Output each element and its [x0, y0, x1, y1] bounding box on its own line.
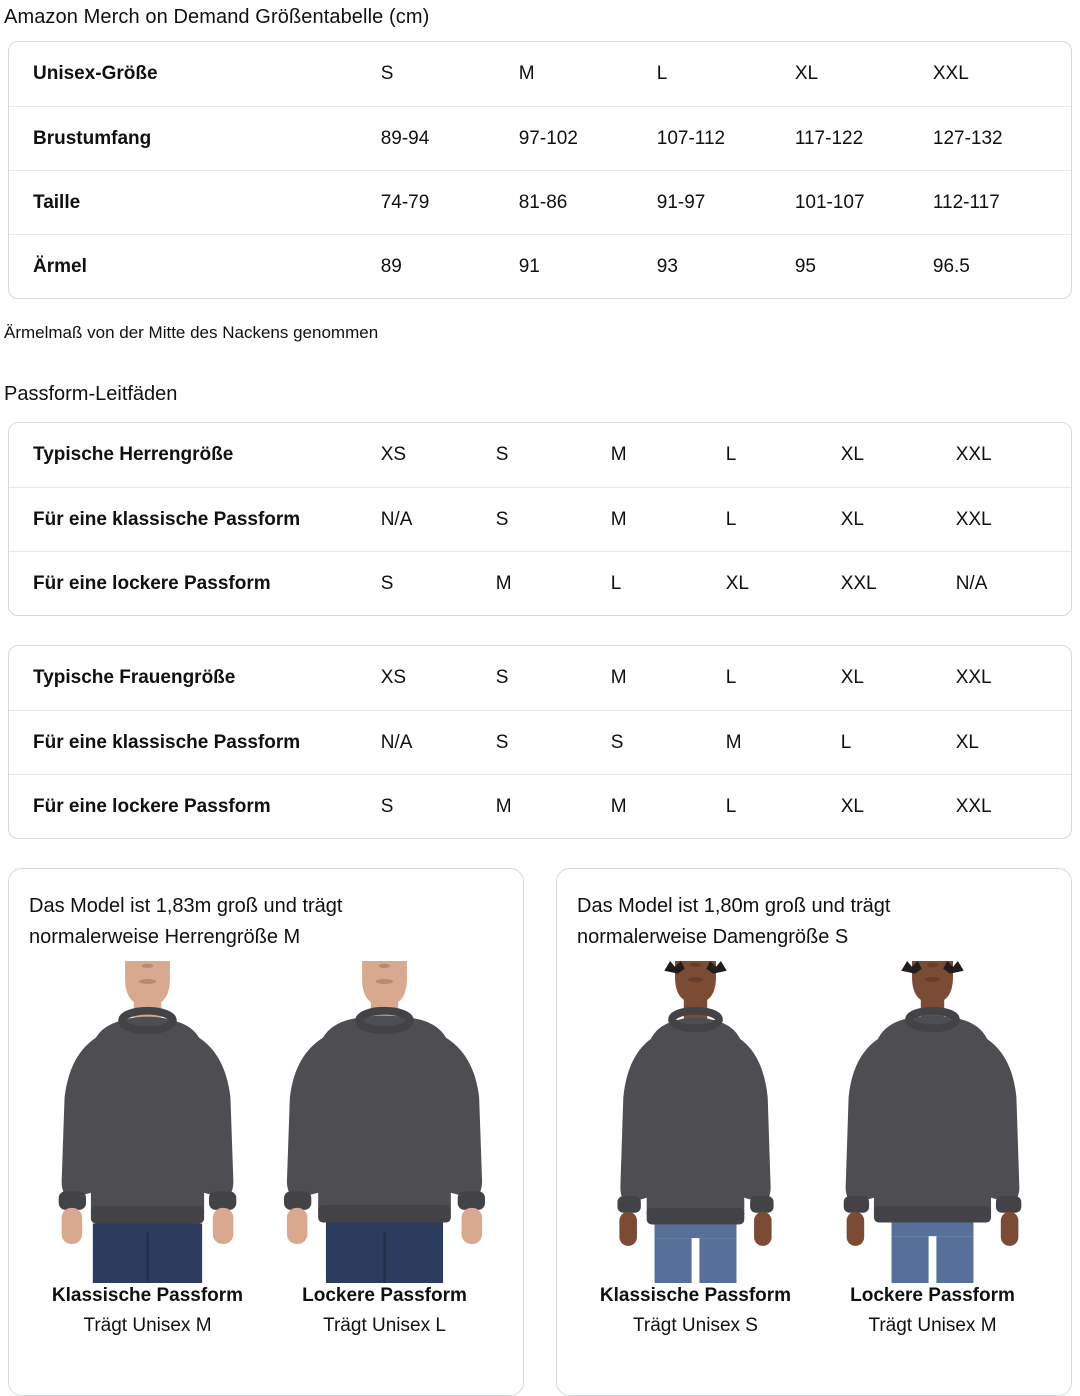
female-model-loose-fit-photo [814, 961, 1051, 1283]
size-col-header: L [656, 63, 668, 84]
row-label: Ärmel [33, 255, 87, 277]
table-row [9, 423, 1071, 487]
size-label: Trägt Unisex S [633, 1315, 758, 1336]
row-label: Für eine lockere Passform [33, 572, 271, 594]
table-cell: S [495, 444, 509, 465]
table-cell: XL [840, 667, 864, 688]
table-row [9, 487, 1071, 551]
table-cell: XL [840, 795, 864, 817]
table-cell: XL [725, 572, 749, 594]
figure-classic-fit [29, 961, 266, 1337]
table-cell: M [610, 444, 627, 465]
table-header-row [9, 42, 1071, 106]
table-cell: 96.5 [932, 255, 970, 277]
table-cell: XXL [840, 572, 877, 594]
model-description: Das Model ist 1,80m groß und trägt normalerweise Damengröße S [577, 895, 891, 948]
table-cell: 117-122 [794, 127, 864, 149]
table-cell: N/A [380, 731, 413, 753]
table-cell: 89 [380, 255, 402, 277]
mens-fit-table [8, 422, 1072, 616]
table-cell: S [380, 572, 394, 594]
fit-label: Klassische Passform [51, 1285, 244, 1306]
male-model-card [8, 868, 524, 1396]
row-label: Für eine lockere Passform [33, 795, 271, 817]
table-cell: XXL [955, 795, 992, 817]
fit-guides-heading: Passform-Leitfäden [4, 383, 178, 405]
table-row [9, 551, 1071, 615]
female-model-card [556, 868, 1072, 1396]
page-title: Amazon Merch on Demand Größentabelle (cm) [4, 6, 430, 28]
female-model-classic-fit-photo [577, 961, 814, 1283]
table-cell: S [495, 731, 509, 753]
table-cell: XXL [955, 508, 992, 530]
table-cell: 91-97 [656, 191, 706, 213]
figure-loose-fit [814, 961, 1051, 1337]
table-cell: XL [840, 508, 864, 530]
table-cell: 97-102 [518, 127, 578, 149]
table-cell: S [610, 731, 624, 753]
table-cell: XS [380, 667, 407, 688]
table-cell: 91 [518, 255, 540, 277]
table-cell: 74-79 [380, 191, 430, 213]
size-label: Trägt Unisex M [868, 1315, 997, 1336]
table-cell: XL [955, 731, 979, 753]
table-cell: L [725, 795, 737, 817]
table-cell: 107-112 [656, 127, 726, 149]
row-label: Taille [33, 191, 81, 213]
table-cell: M [725, 731, 742, 753]
table-cell: N/A [380, 508, 413, 530]
table-cell: 89-94 [380, 127, 430, 149]
model-photos [577, 961, 1051, 1337]
table-cell: 81-86 [518, 191, 568, 213]
male-model-loose-fit-photo [266, 961, 503, 1283]
table-cell: 127-132 [932, 127, 1003, 149]
model-description: Das Model ist 1,83m groß und trägt normalerweise Herrengröße M [29, 895, 343, 948]
row-label: Typische Herrengröße [33, 444, 234, 465]
table-cell: M [495, 795, 512, 817]
table-row [9, 774, 1071, 838]
table-row [9, 646, 1071, 710]
table-cell: 95 [794, 255, 816, 277]
fit-label: Lockere Passform [302, 1285, 467, 1306]
table-cell: L [725, 508, 737, 530]
model-cards [8, 868, 1072, 1396]
size-col-header: XXL [932, 63, 969, 84]
table-cell: M [610, 667, 627, 688]
size-label: Trägt Unisex L [323, 1315, 446, 1336]
table-cell: M [610, 508, 627, 530]
table-cell: S [495, 667, 509, 688]
row-label: Für eine klassische Passform [33, 508, 301, 530]
table-cell: S [495, 508, 509, 530]
table-cell: XS [380, 444, 407, 465]
figure-loose-fit [266, 961, 503, 1337]
table-cell: M [495, 572, 512, 594]
row-label: Unisex-Größe [33, 63, 158, 84]
fit-label: Klassische Passform [599, 1285, 792, 1306]
male-model-classic-fit-photo [29, 961, 266, 1283]
size-col-header: XL [794, 63, 819, 84]
table-cell: L [725, 444, 737, 465]
unisex-size-table [8, 41, 1072, 299]
table-cell: M [610, 795, 627, 817]
table-cell: L [840, 731, 852, 753]
womens-fit-table [8, 645, 1072, 839]
sleeve-measure-note: Ärmelmaß von der Mitte des Nackens genommen [4, 323, 379, 342]
table-row [9, 710, 1071, 774]
size-col-header: S [380, 63, 394, 84]
model-photos [29, 961, 503, 1337]
table-cell: N/A [955, 572, 988, 594]
table-cell: 112-117 [932, 191, 1000, 213]
table-cell: 101-107 [794, 191, 865, 213]
figure-classic-fit [577, 961, 814, 1337]
table-cell: XXL [955, 444, 992, 465]
table-row [9, 106, 1071, 170]
table-cell: L [725, 667, 737, 688]
size-label: Trägt Unisex M [83, 1315, 212, 1336]
row-label: Typische Frauengröße [33, 667, 236, 688]
table-cell: L [610, 572, 622, 594]
fit-label: Lockere Passform [850, 1285, 1015, 1306]
table-cell: XL [840, 444, 864, 465]
table-row [9, 234, 1071, 298]
size-col-header: M [518, 63, 535, 84]
table-row [9, 170, 1071, 234]
row-label: Für eine klassische Passform [33, 731, 301, 753]
table-cell: XXL [955, 667, 992, 688]
table-cell: S [380, 795, 394, 817]
row-label: Brustumfang [33, 127, 152, 149]
table-cell: 93 [656, 255, 678, 277]
